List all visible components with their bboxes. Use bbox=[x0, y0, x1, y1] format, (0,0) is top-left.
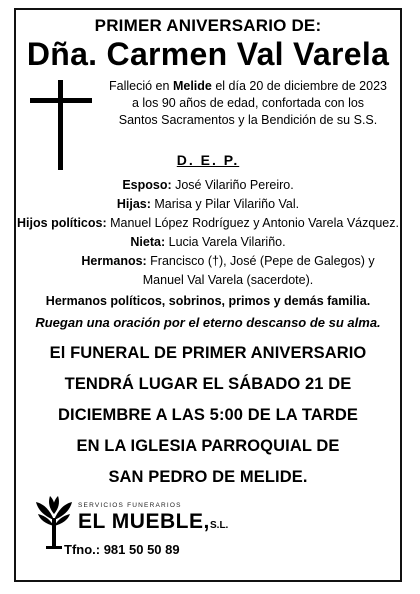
intro-text bbox=[102, 78, 394, 129]
intro-line1-a: Falleció en bbox=[109, 79, 173, 93]
funeral-line: TENDRÁ LUGAR EL SÁBADO 21 DE bbox=[64, 375, 352, 393]
family-row-hermanos: Hermanos: Francisco (†), José (Pepe de Galegos) y Manuel Val Varela (sacerdote). bbox=[16, 252, 400, 290]
funeral-home-logo bbox=[34, 496, 254, 566]
family-row-nieta: Nieta: Lucia Varela Vilariño. bbox=[130, 235, 286, 249]
obituary-card bbox=[14, 8, 402, 582]
funeral-announcement bbox=[16, 338, 400, 493]
funeral-line: SAN PEDRO DE MELIDE. bbox=[108, 468, 308, 486]
funeral-line: EN LA IGLESIA PARROQUIAL DE bbox=[76, 437, 340, 455]
prayer-text: Ruegan una oración por el eterno descanso de su alma. bbox=[35, 315, 381, 330]
family-row-hijas: Hijas: Marisa y Pilar Vilariño Val. bbox=[116, 197, 300, 211]
intro-block bbox=[16, 78, 400, 152]
phone-number: Tfno.: 981 50 50 89 bbox=[64, 542, 180, 557]
logo-name: EL MUEBLE, bbox=[78, 510, 210, 533]
funeral-line: El FUNERAL DE PRIMER ANIVERSARIO bbox=[49, 344, 367, 362]
intro-line3: Santos Sacramentos y la Bendición de su S.S. bbox=[118, 113, 378, 127]
family-row-hijos-politicos: Hijos políticos: Manuel López Rodríguez y Antonio Varela Vázquez. bbox=[17, 216, 399, 230]
cross-icon bbox=[30, 80, 92, 170]
family-row-esposo: Esposo: José Vilariño Pereiro. bbox=[122, 178, 294, 192]
intro-line1-b: el día 20 de diciembre de 2023 bbox=[211, 79, 387, 93]
intro-line2: a los 90 años de edad, confortada con los bbox=[131, 96, 365, 110]
funeral-line: DICIEMBRE A LAS 5:00 DE LA TARDE bbox=[58, 406, 358, 424]
family-list bbox=[16, 176, 400, 290]
header-title: PRIMER ANIVERSARIO DE: bbox=[94, 16, 322, 35]
dep-label: D. E. P. bbox=[176, 152, 240, 168]
logo-subtitle: SERVICIOS FUNERARIOS bbox=[78, 502, 182, 509]
deceased-name: Dña. Carmen Val Varela bbox=[26, 36, 390, 72]
intro-place: Melide bbox=[172, 79, 212, 93]
other-relatives: Hermanos políticos, sobrinos, primos y demás familia. bbox=[45, 294, 371, 308]
hermanos-line2: Manuel Val Varela (sacerdote). bbox=[142, 273, 314, 287]
logo-suffix: S.L. bbox=[210, 520, 229, 531]
